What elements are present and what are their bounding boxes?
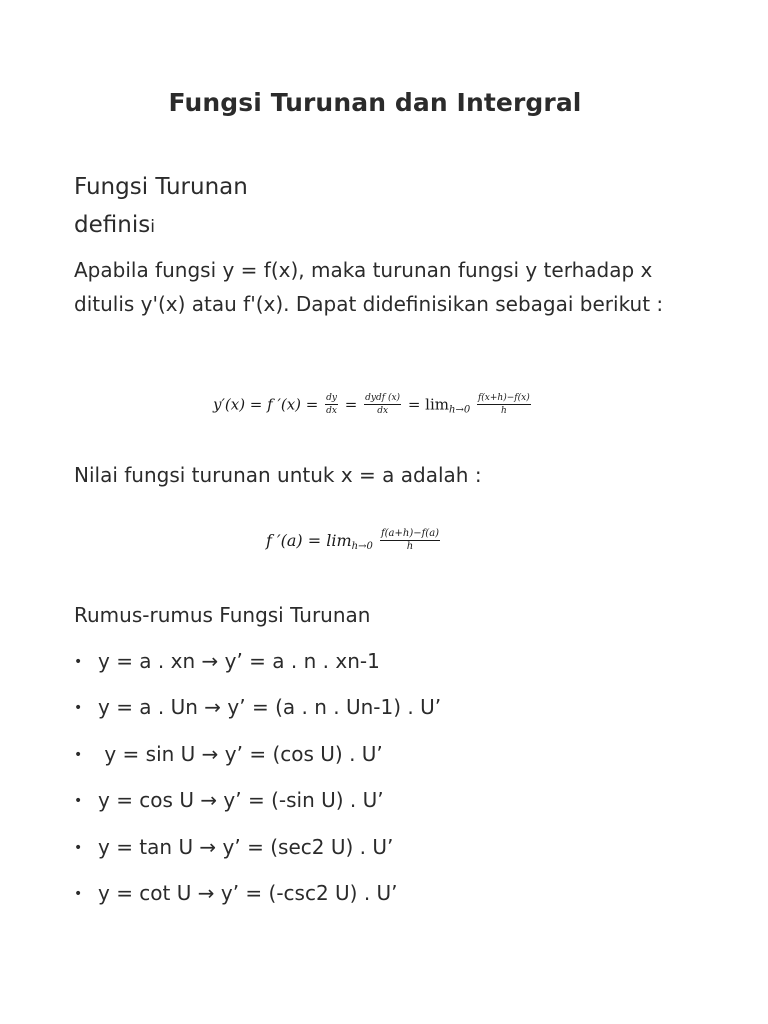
- bullet-icon: •: [74, 885, 83, 902]
- bullet-icon: •: [74, 700, 83, 717]
- rule-text: y = cos U → y’ = (-sin U) . U’: [98, 788, 384, 813]
- list-item: [74, 684, 441, 730]
- bullet-icon: •: [74, 746, 83, 763]
- rule-text: y = a . xn → y’ = a . n . xn-1: [98, 649, 380, 673]
- rule-text: y = sin U → y’ = (cos U) . U’: [98, 741, 383, 766]
- formula1-limit-fraction: [477, 392, 531, 417]
- formula2-denominator: h: [406, 541, 414, 552]
- formula1-dydf-denominator: dx: [377, 406, 389, 416]
- formula1-dydf-numerator: dydf (x): [365, 393, 401, 403]
- formula1-dy-numerator: dy: [326, 393, 338, 403]
- list-item: [74, 870, 441, 916]
- formula1-dydf-fraction: [364, 392, 401, 417]
- formula2-fraction: [380, 528, 440, 553]
- list-item: [74, 731, 441, 777]
- rule-text: y = a . Un → y’ = (a . n . Un-1) . U’: [98, 695, 442, 720]
- definition-heading-main: definis: [74, 212, 151, 238]
- definition-heading-tail: i: [150, 217, 155, 237]
- derivative-at-point-formula: [266, 528, 442, 553]
- rules-heading: Rumus-rumus Fungsi Turunan: [74, 603, 371, 627]
- formula1-lhs: y′(x) = f ′(x) =: [213, 395, 319, 414]
- formula1-limit: = lim: [407, 395, 449, 414]
- rule-text: y = tan U → y’ = (sec2 U) . U’: [98, 834, 394, 859]
- value-paragraph: Nilai fungsi turunan untuk x = a adalah :: [74, 463, 482, 487]
- formula1-limit-denominator: h: [500, 406, 507, 416]
- bullet-icon: •: [74, 654, 83, 670]
- formula2-lhs: f ′(a) = lim: [266, 531, 352, 550]
- rules-list: [74, 638, 441, 916]
- bullet-icon: •: [74, 839, 83, 856]
- formula2-numerator: f(a+h)−f(a): [380, 528, 440, 539]
- list-item: [74, 777, 441, 823]
- formula1-dy-denominator: dx: [326, 406, 337, 416]
- derivative-definition-formula: [213, 392, 533, 417]
- rule-text: y = cot U → y’ = (-csc2 U) . U’: [98, 880, 398, 905]
- formula2-limit-subscript: h→0: [351, 541, 373, 552]
- document-title: Fungsi Turunan dan Intergral: [168, 88, 582, 117]
- section-heading: Fungsi Turunan: [74, 174, 248, 200]
- formula1-limit-subscript: h→0: [449, 404, 471, 416]
- formula1-dy-dx-fraction: [325, 392, 338, 417]
- list-item: [74, 638, 441, 684]
- formula1-equals: =: [344, 395, 358, 414]
- bullet-icon: •: [74, 793, 83, 810]
- list-item: [74, 824, 441, 870]
- intro-paragraph: Apabila fungsi y = f(x), maka turunan fungsi y terhadap x ditulis y'(x) atau f'(x). Dapat didefinisikan sebagai berikut :: [74, 258, 664, 316]
- formula1-limit-numerator: f(x+h)−f(x): [477, 393, 530, 403]
- definition-heading: [74, 212, 155, 238]
